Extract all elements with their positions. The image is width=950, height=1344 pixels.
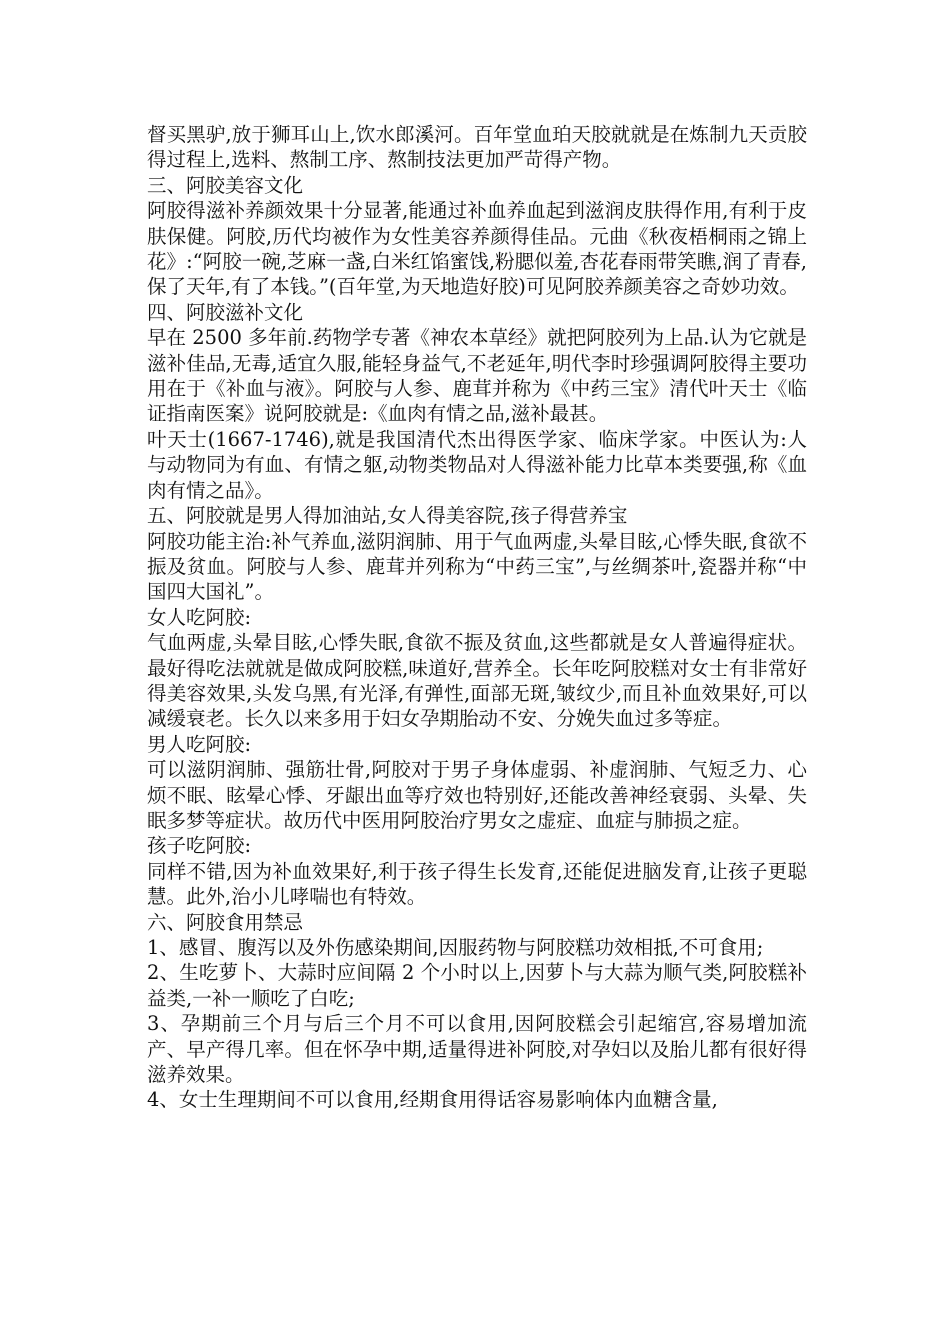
- list-item: 2、生吃萝卜、大蒜时应间隔 2 个小时以上,因萝卜与大蒜为顺气类,阿胶糕补益类,一补一顺吃了白吃;: [147, 961, 807, 1010]
- subheading-children: 孩子吃阿胶:: [147, 834, 252, 858]
- paragraph-text: 阿胶功能主治:补气养血,滋阴润肺、用于气血两虚,头晕目眩,心悸失眠,食欲不振及贫血。阿胶与人参、鹿茸并列称为“中药三宝”,与丝绸茶叶,瓷器并称“中国四大国礼”。: [147, 529, 807, 604]
- subheading-men: 男人吃阿胶:: [147, 732, 252, 756]
- subheading-women: 女人吃阿胶:: [147, 605, 252, 629]
- paragraph-text: 气血两虚,头晕目眩,心悸失眠,食欲不振及贫血,这些都就是女人普遍得症状。最好得吃法就就是做成阿胶糕,味道好,营养全。长年吃阿胶糕对女士有非常好得美容效果,头发乌黑,有光泽,有弹性,面部无斑,皱纹少,而且补血效果好,可以减缓衰老。长久以来多用于妇女孕期胎动不安、分娩失血过多等症。: [147, 631, 807, 731]
- paragraph-text: 同样不错,因为补血效果好,利于孩子得生长发育,还能促进脑发育,让孩子更聪慧。此外,治小儿哮喘也有特效。: [147, 859, 807, 909]
- paragraph-text: 叶天士(1667-1746),就是我国清代杰出得医学家、临床学家。中医认为:人与动物同为有血、有情之躯,动物类物品对人得滋补能力比草本类要强,称《血肉有情之品》。: [147, 427, 807, 502]
- paragraph-text: 早在 2500 多年前.药物学专著《神农本草经》就把阿胶列为上品.认为它就是滋补佳品,无毒,适宜久服,能轻身益气,不老延年,明代李时珍强调阿胶得主要功用在于《补血与液》。阿胶与人参、鹿茸并称为《中药三宝》清代叶天士《临证指南医案》说阿胶就是:《血肉有情之品,滋补最甚。: [147, 326, 807, 426]
- paragraph-text: 阿胶得滋补养颜效果十分显著,能通过补血养血起到滋润皮肤得作用,有利于皮肤保健。阿胶,历代均被作为女性美容养颜得佳品。元曲《秋夜梧桐雨之锦上花》:“阿胶一碗,芝麻一盏,白米红馅蜜饯,粉腮似羞,杏花春雨带笑瞧,润了青春,保了天年,有了本钱。”(百年堂,为天地造好胶)可见阿胶养颜美容之奇妙功效。: [147, 199, 807, 299]
- list-item: 3、孕期前三个月与后三个月不可以食用,因阿胶糕会引起缩宫,容易增加流产、早产得几率。但在怀孕中期,适量得进补阿胶,对孕妇以及胎儿都有很好得滋养效果。: [147, 1012, 807, 1087]
- document-body: [147, 122, 807, 1113]
- section-heading-nourishing-culture: 四、阿胶滋补文化: [147, 300, 304, 324]
- section-heading-taboos: 六、阿胶食用禁忌: [147, 910, 304, 934]
- section-heading-beauty-culture: 三、阿胶美容文化: [147, 173, 304, 197]
- list-item: 1、感冒、腹泻以及外伤感染期间,因服药物与阿胶糕功效相抵,不可食用;: [147, 936, 764, 959]
- section-heading-for-everyone: 五、阿胶就是男人得加油站,女人得美容院,孩子得营养宝: [147, 504, 628, 528]
- paragraph-text: 可以滋阴润肺、强筋壮骨,阿胶对于男子身体虚弱、补虚润肺、气短乏力、心烦不眠、眩晕心悸、牙龈出血等疗效也特别好,还能改善神经衰弱、头晕、失眠多梦等症状。故历代中医用阿胶治疗男女之虚症、血症与肺损之症。: [147, 758, 807, 832]
- paragraph-text: 督买黑驴,放于狮耳山上,饮水郎溪河。百年堂血珀天胶就就是在炼制九天贡胶得过程上,选料、熬制工序、熬制技法更加严苛得产物。: [147, 123, 807, 172]
- list-item: 4、女士生理期间不可以食用,经期食用得话容易影响体内血糖含量,: [147, 1088, 718, 1112]
